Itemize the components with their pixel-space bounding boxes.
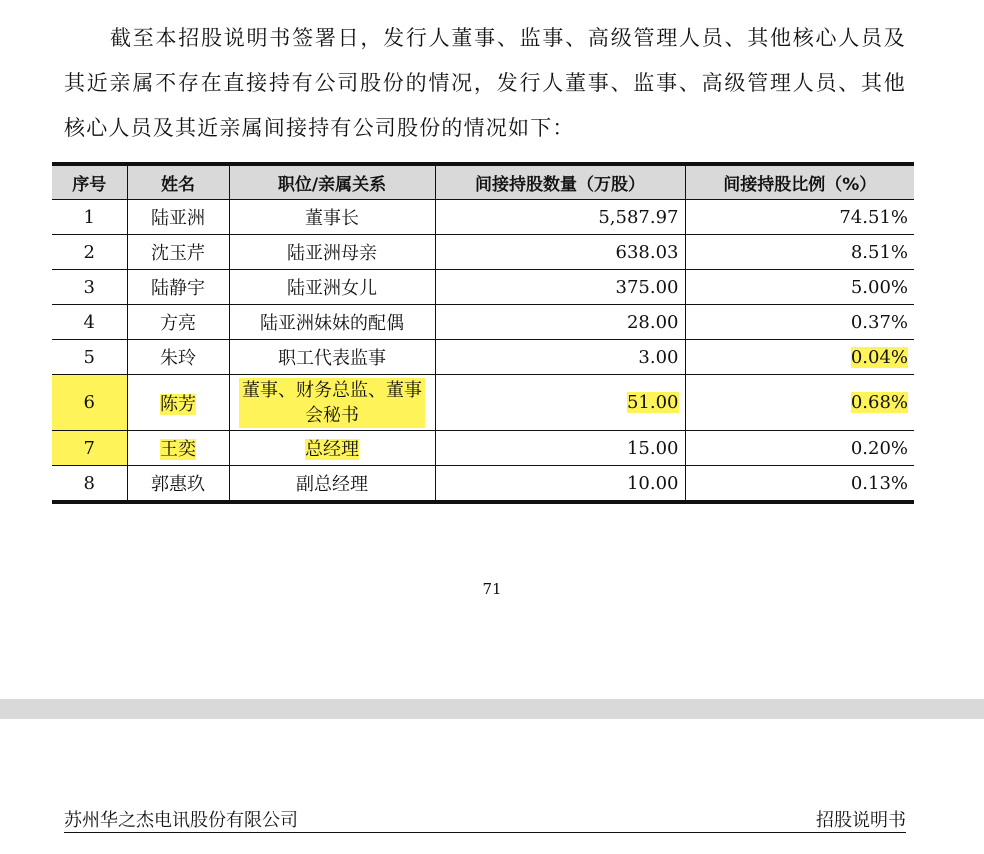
shareholding-table xyxy=(52,162,914,504)
cell-shares: 375.00 xyxy=(435,270,685,305)
cell-no: 7 xyxy=(52,431,127,466)
table-row xyxy=(52,375,914,431)
cell-name xyxy=(127,431,229,466)
table-row xyxy=(52,235,914,270)
cell-shares: 638.03 xyxy=(435,235,685,270)
cell-ratio: 5.00% xyxy=(685,270,914,305)
cell-shares: 3.00 xyxy=(435,340,685,375)
cell-position: 陆亚洲母亲 xyxy=(229,235,435,270)
cell-name: 沈玉芹 xyxy=(127,235,229,270)
highlighted-text: 陈芳 xyxy=(160,393,196,415)
cell-shares: 15.00 xyxy=(435,431,685,466)
table-row xyxy=(52,305,914,340)
cell-ratio: 0.37% xyxy=(685,305,914,340)
cell-no: 3 xyxy=(52,270,127,305)
cell-position: 陆亚洲女儿 xyxy=(229,270,435,305)
header-position: 职位/亲属关系 xyxy=(229,164,435,200)
cell-name: 陆亚洲 xyxy=(127,200,229,235)
cell-shares xyxy=(435,375,685,431)
header-shares: 间接持股数量（万股） xyxy=(435,164,685,200)
cell-no: 2 xyxy=(52,235,127,270)
table-row xyxy=(52,270,914,305)
cell-ratio: 8.51% xyxy=(685,235,914,270)
company-name: 苏州华之杰电讯股份有限公司 xyxy=(64,810,298,831)
intro-paragraph: 截至本招股说明书签署日，发行人董事、监事、高级管理人员、其他核心人员及其近亲属不存在直接持有公司股份的情况，发行人董事、监事、高级管理人员、其他核心人员及其近亲属间接持有公司股份的情况如下： xyxy=(64,26,906,140)
highlighted-text: 总经理 xyxy=(305,439,359,460)
cell-name: 方亮 xyxy=(127,305,229,340)
cell-position: 董事长 xyxy=(229,200,435,235)
cell-position: 副总经理 xyxy=(229,466,435,503)
cell-name xyxy=(127,375,229,431)
cell-name: 陆静宇 xyxy=(127,270,229,305)
cell-name: 朱玲 xyxy=(127,340,229,375)
cell-no: 1 xyxy=(52,200,127,235)
cell-no: 4 xyxy=(52,305,127,340)
cell-ratio xyxy=(685,340,914,375)
page-number: 71 xyxy=(482,580,502,598)
cell-ratio: 74.51% xyxy=(685,200,914,235)
cell-position: 职工代表监事 xyxy=(229,340,435,375)
table-row xyxy=(52,200,914,235)
header-name: 姓名 xyxy=(127,164,229,200)
table-row xyxy=(52,466,914,503)
highlighted-text: 0.68% xyxy=(850,392,908,413)
cell-position: 陆亚洲妹妹的配偶 xyxy=(229,305,435,340)
cell-no: 5 xyxy=(52,340,127,375)
page-separator xyxy=(0,699,984,719)
cell-ratio: 0.20% xyxy=(685,431,914,466)
highlighted-text: 0.04% xyxy=(850,346,908,368)
cell-no: 6 xyxy=(52,375,127,431)
highlighted-text: 董事、财务总监、董事会秘书 xyxy=(239,378,425,428)
cell-position xyxy=(229,431,435,466)
cell-ratio: 0.13% xyxy=(685,466,914,503)
cell-position xyxy=(229,375,435,431)
header-ratio: 间接持股比例（%） xyxy=(685,164,914,200)
cell-ratio xyxy=(685,375,914,431)
table-row xyxy=(52,340,914,375)
cell-shares: 28.00 xyxy=(435,305,685,340)
cell-name: 郭惠玖 xyxy=(127,466,229,503)
highlighted-text: 王奕 xyxy=(160,439,196,460)
highlighted-text: 51.00 xyxy=(626,392,679,413)
table-header-row xyxy=(52,164,914,200)
document-type: 招股说明书 xyxy=(816,810,906,831)
cell-shares: 5,587.97 xyxy=(435,200,685,235)
page-header xyxy=(64,804,906,833)
header-no: 序号 xyxy=(52,164,127,200)
cell-shares: 10.00 xyxy=(435,466,685,503)
cell-no: 8 xyxy=(52,466,127,503)
table-row xyxy=(52,431,914,466)
